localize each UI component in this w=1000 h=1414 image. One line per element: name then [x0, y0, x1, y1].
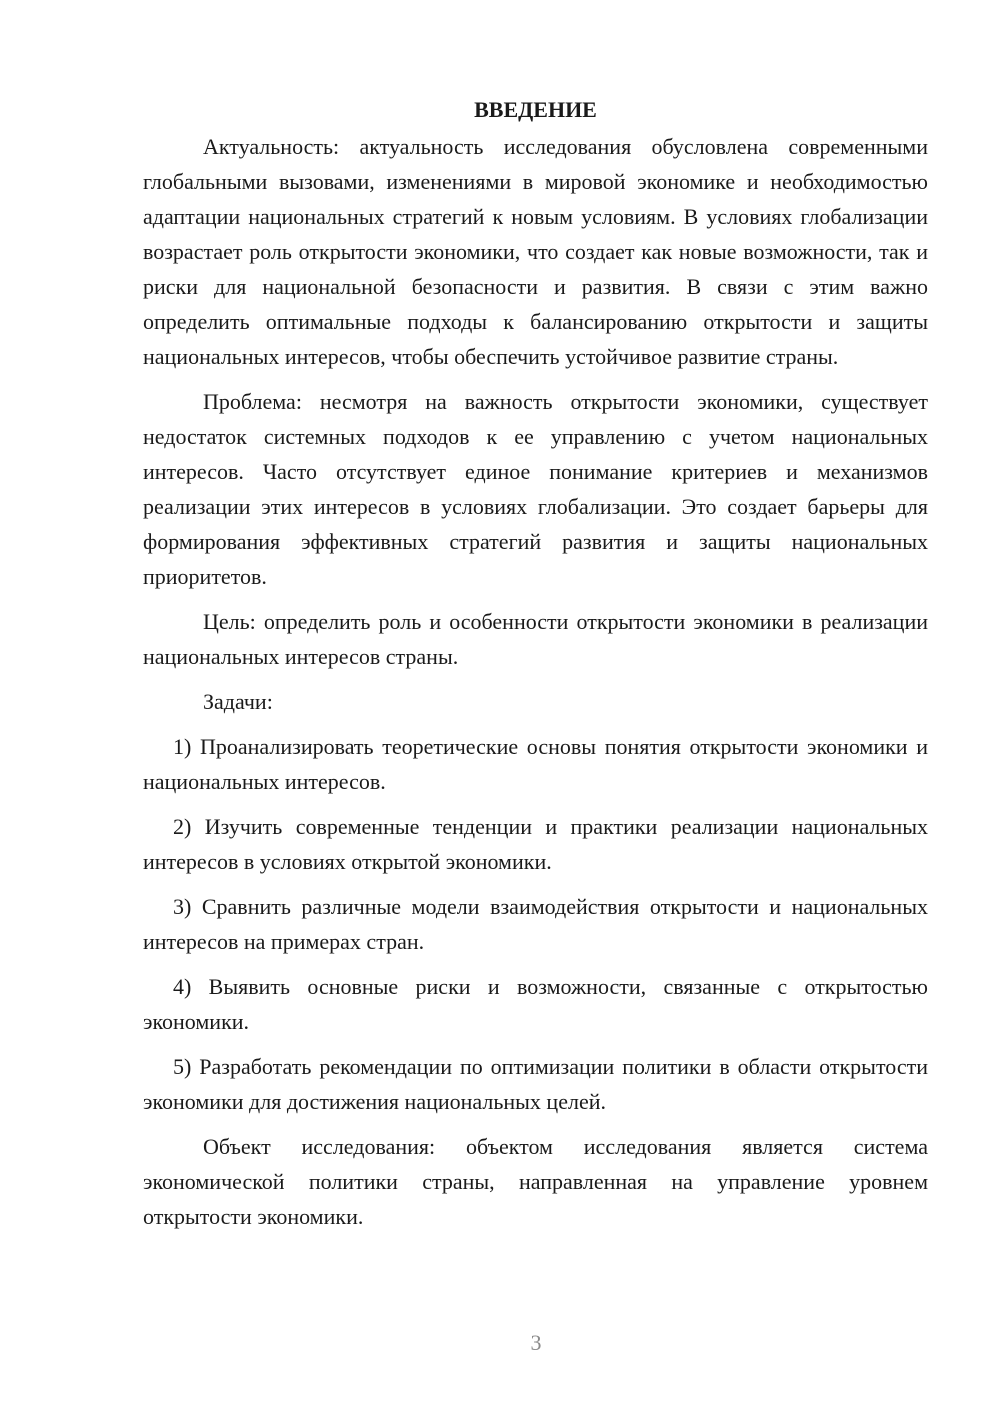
page-number: 3 [530, 1330, 542, 1355]
tasks-heading: Задачи: [203, 689, 273, 714]
page-content [143, 92, 928, 1244]
relevance-paragraph: Актуальность: актуальность исследования обусловлена современными глобальными вызовами, изменениями в мировой экономике и необходимостью адаптации национальных стратегий к новым условиям. В условиях глобализации возрастает роль открытости экономики, что создает как новые возможности, так и риски для национальной безопасности и развития. В связи с этим важно определить оптимальные подходы к балансированию открытости и защиты национальных интересов, чтобы обеспечить устойчивое развитие страны. [143, 134, 928, 369]
goal-paragraph: Цель: определить роль и особенности открытости экономики в реализации национальных интересов страны. [143, 609, 928, 669]
problem-paragraph: Проблема: несмотря на важность открытости экономики, существует недостаток системных подходов к ее управлению с учетом национальных интересов. Часто отсутствует единое понимание критериев и механизмов реализации этих интересов в условиях глобализации. Это создает барьеры для формирования эффективных стратегий развития и защиты национальных приоритетов. [143, 389, 928, 589]
task-item: 1) Проанализировать теоретические основы понятия открытости экономики и национальных интересов. [143, 734, 928, 794]
task-item: 5) Разработать рекомендации по оптимизации политики в области открытости экономики для достижения национальных целей. [143, 1054, 928, 1114]
task-item: 2) Изучить современные тенденции и практики реализации национальных интересов в условиях открытой экономики. [143, 814, 928, 874]
section-title: ВВЕДЕНИЕ [474, 97, 597, 122]
object-paragraph: Объект исследования: объектом исследования является система экономической политики страны, направленная на управление уровнем открытости экономики. [143, 1134, 928, 1229]
task-item: 4) Выявить основные риски и возможности, связанные с открытостью экономики. [143, 974, 928, 1034]
task-item: 3) Сравнить различные модели взаимодействия открытости и национальных интересов на примерах стран. [143, 894, 928, 954]
